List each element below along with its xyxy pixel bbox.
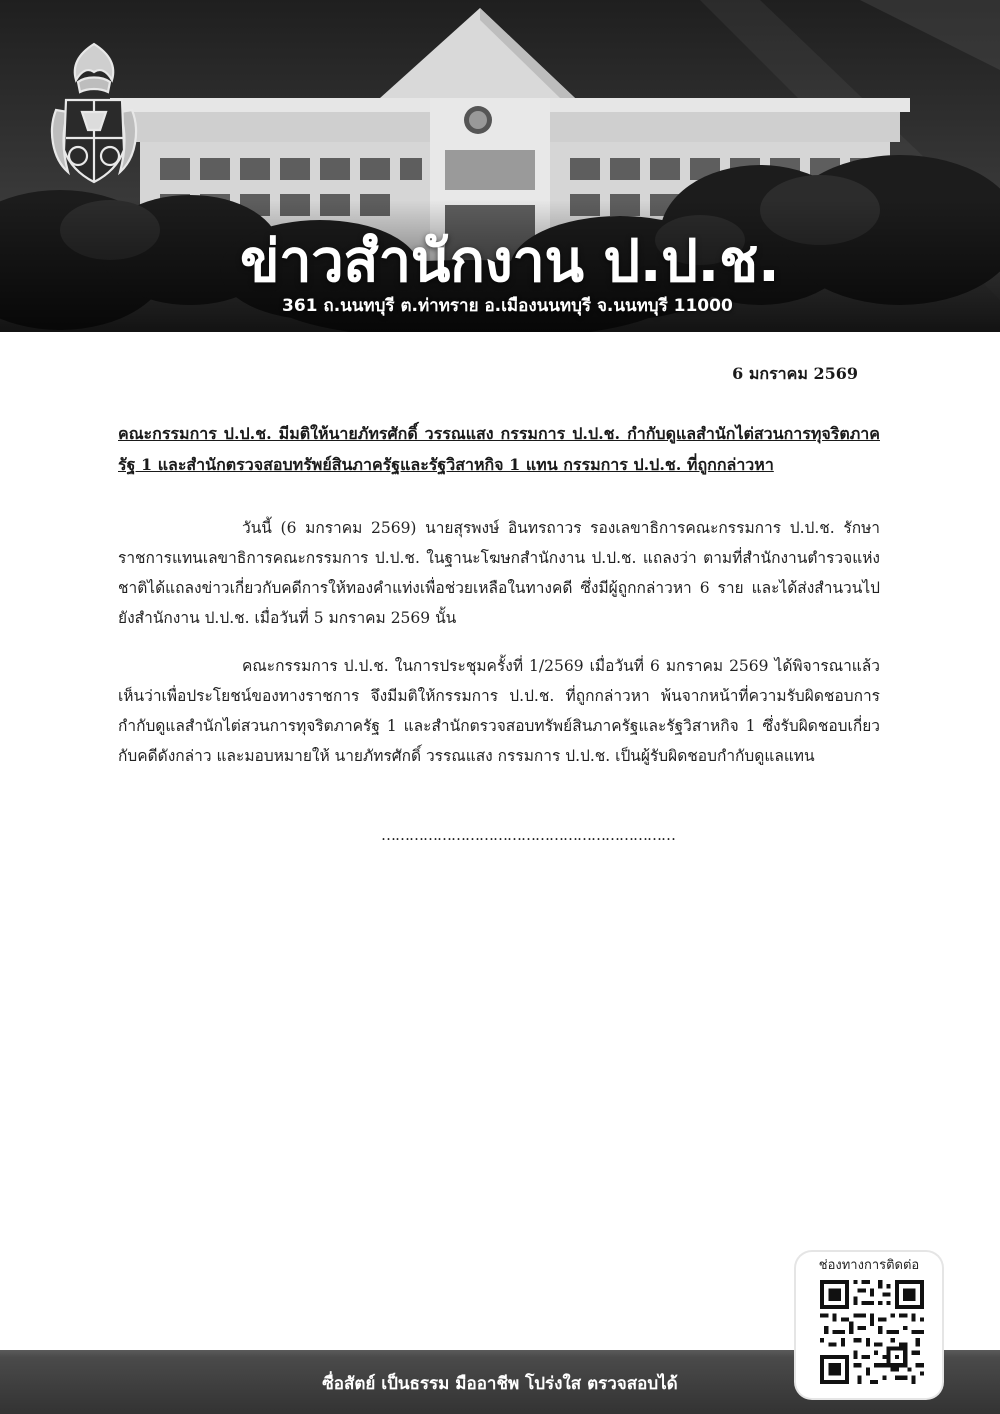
nacc-emblem-icon bbox=[38, 40, 150, 190]
contact-label: ช่องทางการติดต่อ bbox=[818, 1258, 920, 1273]
end-of-document-marker: ……………………………………………………… bbox=[381, 826, 675, 844]
body-paragraph-1: วันนี้ (6 มกราคม 2569) นายสุรพงษ์ อินทรถาวร รองเลขาธิการคณะกรรมการ ป.ป.ช. รักษาราชการแทนเลขาธิการคณะกรรมการ ป.ป.ช. ในฐานะโฆษกสำนักงาน ป.ป.ช. แถลงว่า ตามที่สำนักงานตำรวจแห่งชาติได้แถลงข่าวเกี่ยวกับคดีการให้ทองคำแท่งเพื่อช่วยเหลือในทางคดี ซึ่งมีผู้ถูกกล่าวหา 6 ราย และได้ส่งสำนวนไปยังสำนักงาน ป.ป.ช. เมื่อวันที่ 5 มกราคม 2569 นั้น bbox=[118, 519, 880, 627]
header-banner bbox=[0, 0, 1000, 332]
release-date: 6 มกราคม 2569 bbox=[732, 364, 858, 383]
news-headline: คณะกรรมการ ป.ป.ช. มีมติให้นายภัทรศักดิ์ วรรณแสง กรรมการ ป.ป.ช. กำกับดูแลสำนักไต่สวนการทุจริตภาครัฐ 1 และสำนักตรวจสอบทรัพย์สินภาครัฐและรัฐวิสาหกิจ 1 แทน กรรมการ ป.ป.ช. ที่ถูกกล่าวหา bbox=[118, 424, 880, 474]
qr-code-icon[interactable] bbox=[820, 1280, 924, 1384]
office-address: 361 ถ.นนทบุรี ต.ท่าทราย อ.เมืองนนทบุรี จ.นนทบุรี 11000 bbox=[282, 296, 733, 316]
page-title: ข่าวสำนักงาน ป.ป.ช. bbox=[240, 227, 780, 295]
footer-motto: ซื่อสัตย์ เป็นธรรม มืออาชีพ โปร่งใส ตรวจสอบได้ bbox=[322, 1374, 678, 1394]
body-paragraph-2: คณะกรรมการ ป.ป.ช. ในการประชุมครั้งที่ 1/2569 เมื่อวันที่ 6 มกราคม 2569 ได้พิจารณาแล้วเห็นว่าเพื่อประโยชน์ของทางราชการ จึงมีมติให้กรรมการ ป.ป.ช. ที่ถูกกล่าวหา พ้นจากหน้าที่ความรับผิดชอบการกำกับดูแลสำนักไต่สวนการทุจริตภาครัฐ 1 และสำนักตรวจสอบทรัพย์สินภาครัฐและรัฐวิสาหกิจ 1 ซึ่งรับผิดชอบเกี่ยวกับคดีดังกล่าว และมอบหมายให้ นายภัทรศักดิ์ วรรณแสง กรรมการ ป.ป.ช. เป็นผู้รับผิดชอบกำกับดูแลแทน bbox=[118, 657, 880, 765]
